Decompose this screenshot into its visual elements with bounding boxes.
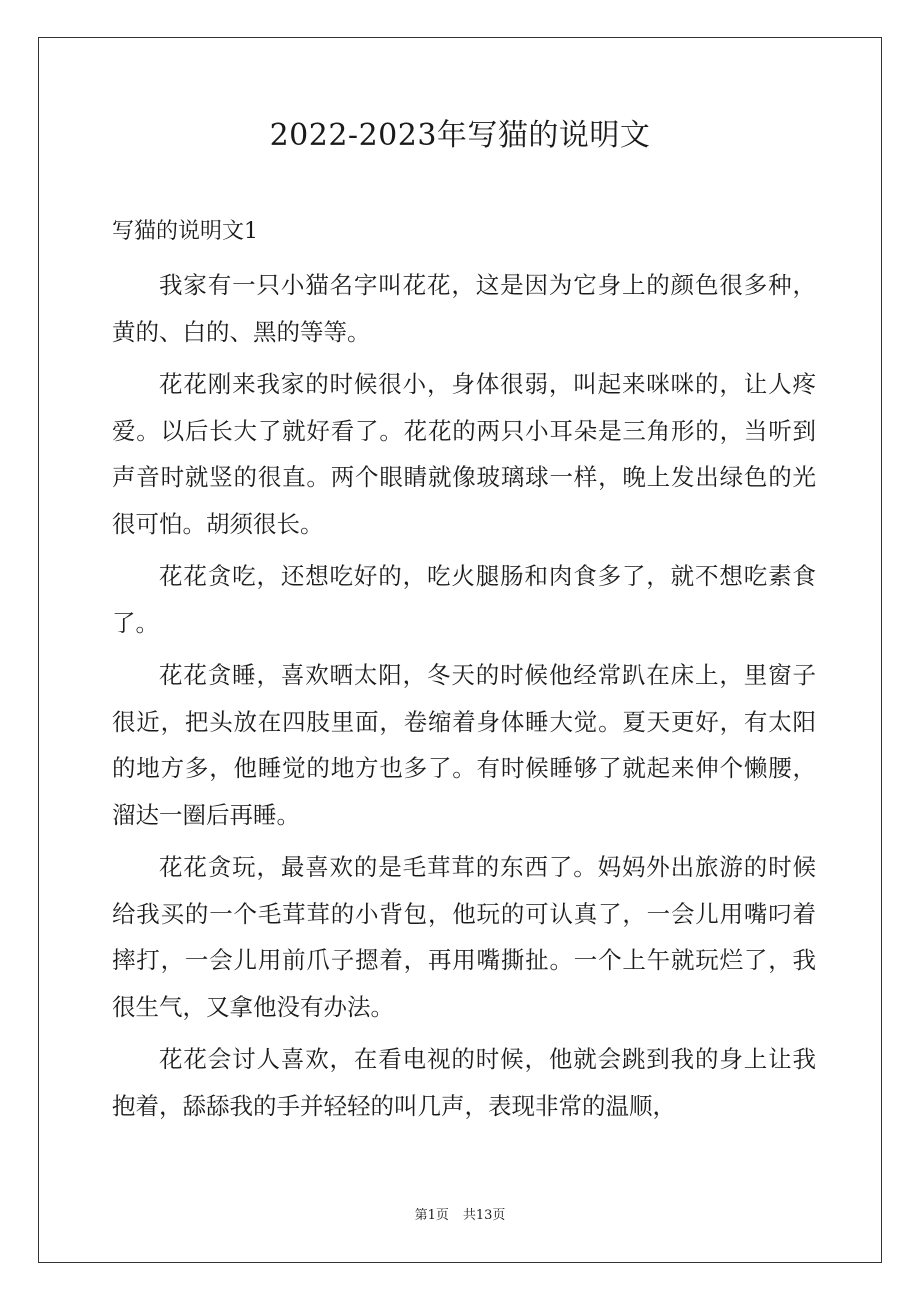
- paragraph: 花花会讨人喜欢，在看电视的时候，他就会跳到我的身上让我抱着，舔舔我的手并轻轻的叫几声，表现非常的温顺，: [112, 1045, 816, 1120]
- page-footer: [38, 1207, 882, 1225]
- paragraph: 花花刚来我家的时候很小，身体很弱，叫起来咪咪的，让人疼爱。以后长大了就好看了。花花的两只小耳朵是三角形的，当听到声音时就竖的很直。两个眼睛就像玻璃球一样，晚上发出绿色的光很可怕。胡须很长。: [112, 370, 816, 538]
- page-number: 第1页: [414, 1208, 449, 1223]
- paragraph: 花花贪吃，还想吃好的，吃火腿肠和肉食多了，就不想吃素食了。: [112, 562, 816, 637]
- paragraph: 我家有一只小猫名字叫花花，这是因为它身上的颜色很多种，黄的、白的、黑的等等。: [112, 271, 816, 346]
- paragraph: 花花贪睡，喜欢晒太阳，冬天的时候他经常趴在床上，里窗子很近，把头放在四肢里面，卷缩着身体睡大觉。夏天更好，有太阳的地方多，他睡觉的地方也多了。有时候睡够了就起来伸个懒腰，溜达一圈后再睡。: [112, 661, 816, 829]
- document-body: [112, 262, 816, 1135]
- paragraph: 花花贪玩，最喜欢的是毛茸茸的东西了。妈妈外出旅游的时候给我买的一个毛茸茸的小背包，他玩的可认真了，一会儿用嘴叼着摔打，一会儿用前爪子摁着，再用嘴撕扯。一个上午就玩烂了，我很生气，又拿他没有办法。: [112, 853, 816, 1021]
- section-heading: 写猫的说明文1: [112, 219, 258, 244]
- page-total: 共13页: [462, 1208, 506, 1223]
- document-title: 2022-2023年写猫的说明文: [269, 118, 651, 153]
